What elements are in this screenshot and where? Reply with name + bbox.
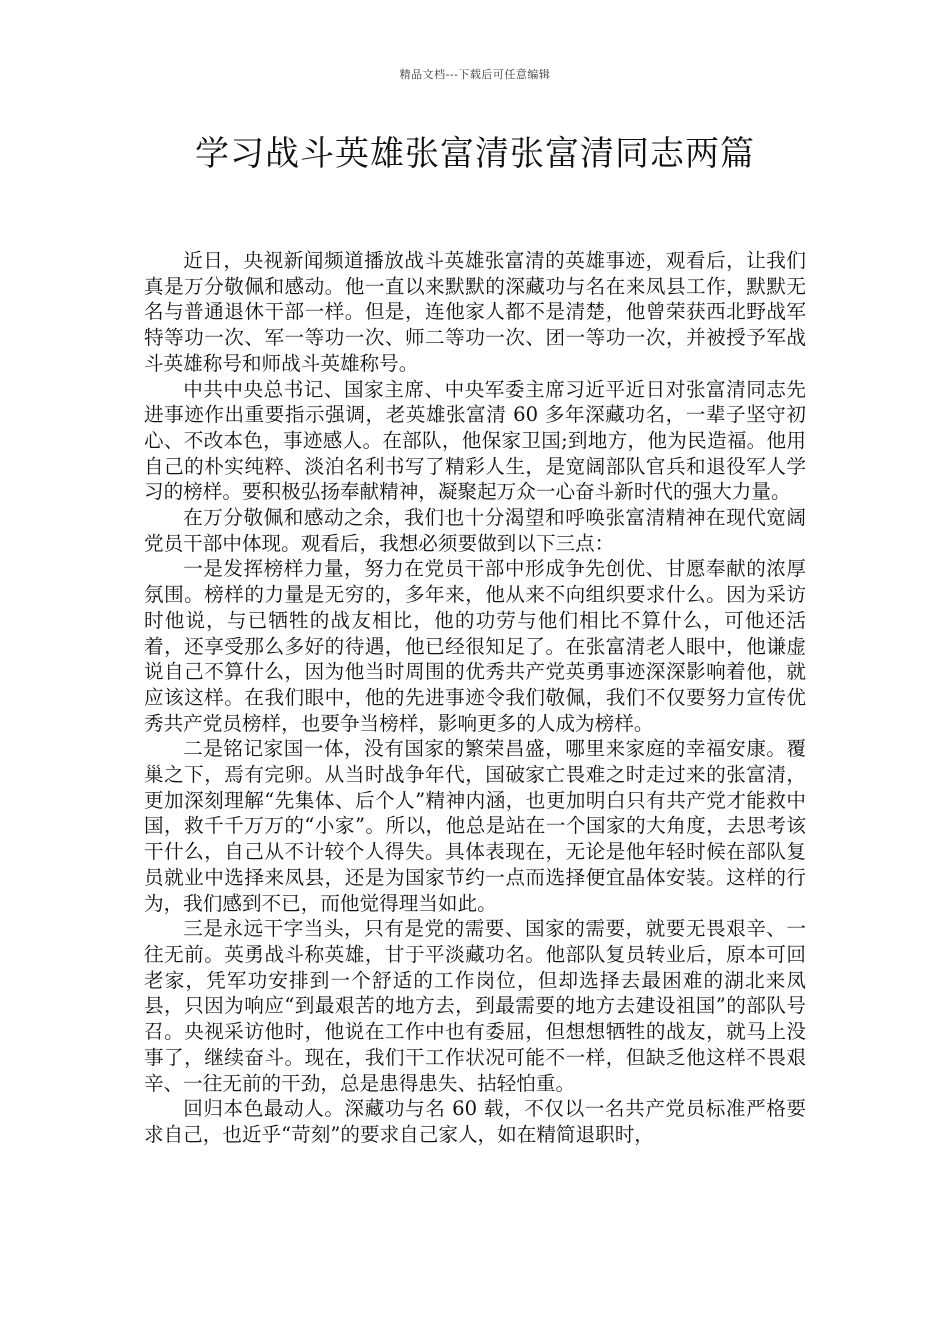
paragraph: 在万分敬佩和感动之余，我们也十分渴望和呼唤张富清精神在现代宽阔党员干部中体现。观看后，我想必须要做到以下三点： <box>144 506 806 555</box>
paragraph: 一是发挥榜样力量，努力在党员干部中形成争先创优、甘愿奉献的浓厚氛围。榜样的力量是无穷的，多年来，他从来不向组织要求什么。因为采访时他说，与已牺牲的战友相比，他的功劳与他们相比不算什么，可他还活着，还享受那么多好的待遇，他已经很知足了。在张富清老人眼中，他谦虚说自己不算什么，因为他当时周围的优秀共产党英勇事迹深深影响着他，就应该这样。在我们眼中，他的先进事迹令我们敬佩，我们不仅要努力宣传优秀共产党员榜样，也要争当榜样，影响更多的人成为榜样。 <box>144 557 806 735</box>
paragraph: 三是永远干字当头，只有是党的需要、国家的需要，就要无畏艰辛、一往无前。英勇战斗称英雄，甘于平淡藏功名。他部队复员转业后，原本可回老家，凭军功安排到一个舒适的工作岗位，但却选择去最困难的湖北来凤县，只因为响应“到最艰苦的地方去，到最需要的地方去建设祖国”的部队号召。央视采访他时，他说在工作中也有委屈，但想想牺牲的战友，就马上没事了，继续奋斗。现在，我们干工作状况可能不一样，但缺乏他这样不畏艰辛、一往无前的干劲，总是患得患失、拈轻怕重。 <box>144 917 806 1095</box>
paragraph: 近日，央视新闻频道播放战斗英雄张富清的英雄事迹，观看后，让我们真是万分敬佩和感动。他一直以来默默的深藏功与名在来凤县工作，默默无名与普通退休干部一样。但是，连他家人都不是清楚，他曾荣获西北野战军特等功一次、军一等功一次、师二等功一次、团一等功一次，并被授予军战斗英雄称号和师战斗英雄称号。 <box>144 249 806 375</box>
paragraph: 二是铭记家国一体，没有国家的繁荣昌盛，哪里来家庭的幸福安康。覆巢之下，焉有完卵。从当时战争年代，国破家亡畏难之时走过来的张富清，更加深刻理解“先集体、后个人”精神内涵，也更加明白只有共产党才能救中国，救千千万万的“小家”。所以，他总是站在一个国家的大角度，去思考该干什么，自己从不计较个人得失。具体表现在，无论是他年轻时候在部队复员就业中选择来凤县，还是为国家节约一点而选择便宜晶体安装。这样的行为，我们感到不已，而他觉得理当如此。 <box>144 737 806 915</box>
paragraph: 回归本色最动人。深藏功与名 60 载，不仅以一名共产党员标准严格要求自己，也近乎“苛刻”的要求自己家人，如在精简退职时， <box>144 1097 806 1146</box>
document-body <box>144 248 806 1148</box>
paragraph: 中共中央总书记、国家主席、中央军委主席习近平近日对张富清同志先进事迹作出重要指示强调，老英雄张富清 60 多年深藏功名，一辈子坚守初心、不改本色，事迹感人。在部队，他保家卫国;到地方，他为民造福。他用自己的朴实纯粹、淡泊名利书写了精彩人生，是宽阔部队官兵和退役军人学习的榜样。要积极弘扬奉献精神，凝聚起万众一心奋斗新时代的强大力量。 <box>144 377 806 504</box>
page-header-note: 精品文档---下载后可任意编辑 <box>399 68 551 81</box>
document-title: 学习战斗英雄张富清张富清同志两篇 <box>195 134 755 174</box>
